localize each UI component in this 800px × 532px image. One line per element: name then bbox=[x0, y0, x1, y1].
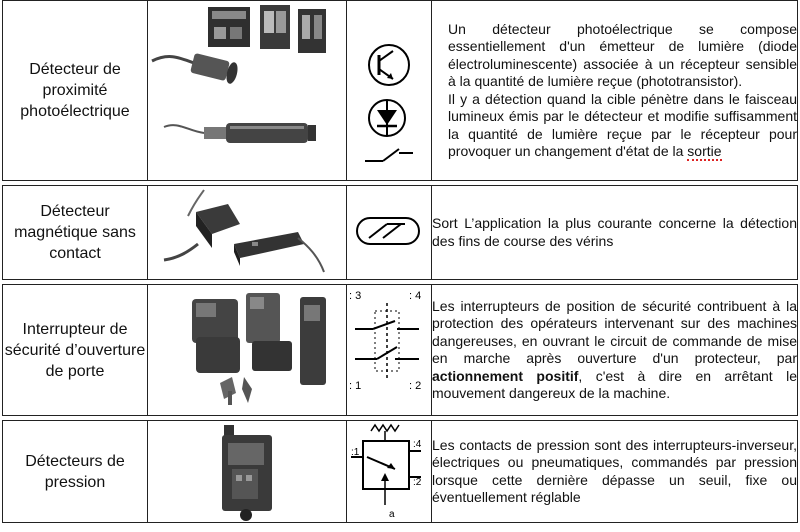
description-text: Les interrupteurs de position de sécurité contribuent à la protection des opérateurs intervenant sur des machines dangereuses, en ouvrant le circuit de commande de mise en marche après ouverture d'un protecteur, par bbox=[432, 297, 797, 366]
description-bold-term: actionnement positif bbox=[432, 367, 579, 384]
terminal-label: : 2 bbox=[409, 380, 422, 392]
port-label: a bbox=[389, 509, 395, 520]
switch-contact-symbol bbox=[365, 149, 413, 161]
description-word-sortie: sortie bbox=[687, 143, 722, 159]
table-row bbox=[3, 421, 798, 523]
sensor-name: Détecteur de proximité photoélectrique bbox=[3, 1, 148, 181]
sensor-description: Les contacts de pression sont des interrupteurs-inverseur, électriques ou pneumatiques, commandés par pression lorsque cette dernière dépasse un seuil, fixe ou éventuellement réglable bbox=[432, 421, 798, 523]
sensor-name: Détecteur magnétique sans contact bbox=[3, 186, 148, 280]
terminal-label: :1 bbox=[351, 447, 360, 458]
magnetic-sensor-photo bbox=[148, 186, 347, 280]
sensor-description bbox=[432, 1, 798, 181]
photoelectric-symbols bbox=[347, 1, 432, 181]
description-paragraph: Un détecteur photoélectrique se compose essentiellement d'un émetteur de lumière (diode électroluminescente) associée à un récepteur sensible à la quantité de lumière reçue (phototransistor). bbox=[448, 20, 797, 89]
safety-switch-photo bbox=[148, 285, 347, 416]
sensor-table bbox=[2, 0, 798, 523]
terminal-label: :4 bbox=[413, 439, 422, 450]
sensor-name: Interrupteur de sécurité d’ouverture de porte bbox=[3, 285, 148, 416]
description-text: Il y a détection quand la cible pénètre dans le faisceau lumineux émis par le détecteur et modifie suffisamment la quantité de lumière reçue par le récepteur pour provoquer un changement d'état de la bbox=[448, 90, 797, 159]
terminal-label: : 3 bbox=[349, 290, 362, 302]
diode-symbol bbox=[369, 100, 405, 136]
sensor-description: Sort L’application la plus courante concerne la détection des fins de course des vérins bbox=[432, 186, 798, 280]
photoelectric-sensor-photo bbox=[148, 1, 347, 181]
pressure-switch-symbol bbox=[347, 421, 432, 523]
terminal-label: : 4 bbox=[409, 290, 422, 302]
terminal-label: : 1 bbox=[349, 380, 362, 392]
description-paragraph bbox=[432, 91, 797, 161]
sensor-name: Détecteurs de pression bbox=[3, 421, 148, 523]
pressure-switch-photo bbox=[148, 421, 347, 523]
sensor-description bbox=[432, 285, 798, 416]
phototransistor-symbol bbox=[369, 45, 409, 85]
terminal-label: :2 bbox=[413, 477, 422, 488]
table-row bbox=[3, 1, 798, 181]
table-row bbox=[3, 285, 798, 416]
table-row bbox=[3, 186, 798, 280]
description-text: , c'est à dire en arrêtant le mouvement dangereux de la machine. bbox=[432, 367, 797, 401]
safety-switch-symbol bbox=[347, 285, 432, 416]
magnetic-sensor-symbol bbox=[347, 186, 432, 280]
